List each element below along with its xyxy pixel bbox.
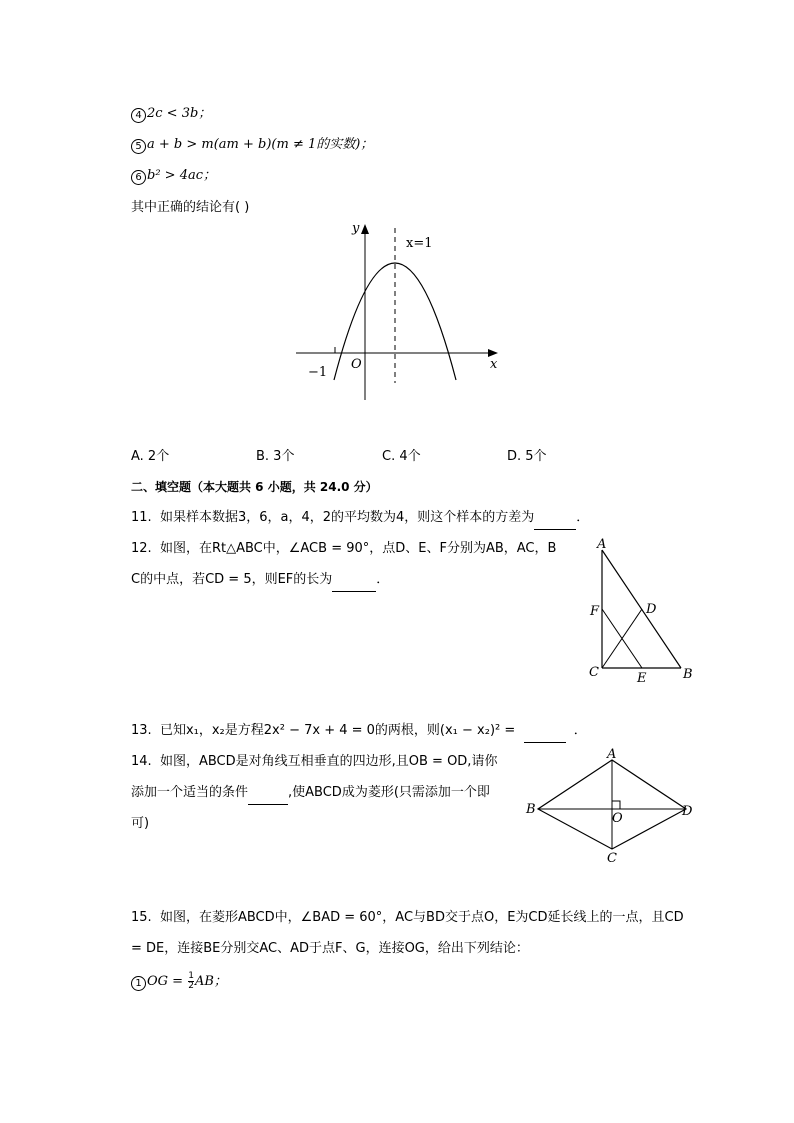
question-12-line1 xyxy=(131,540,556,558)
option-d: D. 5个 xyxy=(507,449,547,464)
question-text: 如果样本数据3，6，a，4，2的平均数为4，则这个样本的方差为 xyxy=(159,510,535,525)
question-text: 添加一个适当的条件 xyxy=(131,785,249,800)
triangle-figure xyxy=(585,535,695,685)
conclusion-6 xyxy=(131,167,216,185)
answer-blank[interactable] xyxy=(524,724,566,743)
section-title: 二、填空题（本大题共 6 小题，共 24.0 分） xyxy=(131,480,378,494)
conclusion-4 xyxy=(131,105,211,123)
question-text-end: ． xyxy=(576,510,590,525)
question-text-cont: ,使ABCD成为菱形(只需添加一个即 xyxy=(288,785,490,800)
question-text-end: ． xyxy=(573,723,587,738)
option-a: A. 2个 xyxy=(131,449,170,464)
question-12-line2 xyxy=(131,571,389,592)
label-o: O xyxy=(612,811,623,826)
conclusion-text: b² > 4ac； xyxy=(147,168,216,183)
question-text: 如图，ABCD是对角线互相垂直的四边形,且OB = OD,请你 xyxy=(159,754,498,769)
label-d: D xyxy=(682,804,693,819)
label-e: E xyxy=(637,671,647,685)
question-number: 11. xyxy=(131,510,152,525)
label-b: B xyxy=(683,667,693,682)
option-c: C. 4个 xyxy=(382,449,421,464)
conclusion-lhs: OG = xyxy=(147,974,184,989)
label-a: A xyxy=(607,748,617,762)
right-angle-mark xyxy=(612,801,620,809)
label-c: C xyxy=(589,665,599,680)
question-14-line2 xyxy=(131,784,490,805)
y-axis-arrow xyxy=(361,224,369,234)
question-number: 15. xyxy=(131,910,152,925)
circled-number: 5 xyxy=(131,139,146,154)
fraction-denominator: 2 xyxy=(188,981,194,991)
x-axis-label: x xyxy=(490,357,498,372)
conclusion-text: 2c < 3b； xyxy=(147,106,212,121)
question-11 xyxy=(131,509,589,530)
question-14-line3: 可) xyxy=(131,816,150,831)
y-axis-label: y xyxy=(352,221,360,236)
label-b: B xyxy=(526,802,536,817)
question-stem: 其中正确的结论有( ) xyxy=(131,200,250,215)
question-number: 13. xyxy=(131,723,152,738)
rhombus-figure xyxy=(522,748,697,866)
question-14-line1 xyxy=(131,753,497,771)
answer-blank[interactable] xyxy=(248,786,288,805)
option-b: B. 3个 xyxy=(256,449,295,464)
conclusion-text: a + b > m(am + b)(m ≠ 1的实数)； xyxy=(147,137,374,152)
question-text: 如图，在菱形ABCD中，∠BAD = 60°，AC与BD交于点O，E为CD延长线上的一点，且CD xyxy=(159,910,684,925)
label-a: A xyxy=(597,537,607,552)
fraction xyxy=(188,972,194,991)
origin-label: O xyxy=(351,357,362,372)
conclusion-5 xyxy=(131,136,373,154)
circled-number: 1 xyxy=(131,976,146,991)
answer-blank[interactable] xyxy=(534,511,576,530)
neg-one-label: −1 xyxy=(308,365,328,380)
question-text: 如图，在Rt△ABC中，∠ACB = 90°，点D、E、F分别为AB，AC，B xyxy=(159,541,557,556)
fraction-numerator: 1 xyxy=(188,971,194,981)
question-15-line2: = DE，连接BE分别交AC、AD于点F、G，连接OG，给出下列结论： xyxy=(131,941,529,956)
answer-blank[interactable] xyxy=(332,573,376,592)
question-number: 14. xyxy=(131,754,152,769)
question-text: 已知x₁，x₂是方程2x² − 7x + 4 = 0的两根，则(x₁ − x₂)² = xyxy=(159,723,516,738)
conclusion-rhs: AB； xyxy=(194,974,227,989)
question-15-line1 xyxy=(131,909,684,927)
question-text: C的中点，若CD = 5，则EF的长为 xyxy=(131,572,333,587)
circled-number: 4 xyxy=(131,108,146,123)
conclusion-1 xyxy=(131,972,227,991)
label-c: C xyxy=(607,851,617,866)
label-d: D xyxy=(646,602,657,617)
x-axis-arrow xyxy=(488,349,498,357)
symmetry-axis-label: x=1 xyxy=(406,236,433,251)
question-13 xyxy=(131,722,587,743)
question-text-end: ． xyxy=(376,572,390,587)
circled-number: 6 xyxy=(131,170,146,185)
label-f: F xyxy=(590,604,600,619)
parabola-graph xyxy=(290,218,510,408)
question-number: 12. xyxy=(131,541,152,556)
